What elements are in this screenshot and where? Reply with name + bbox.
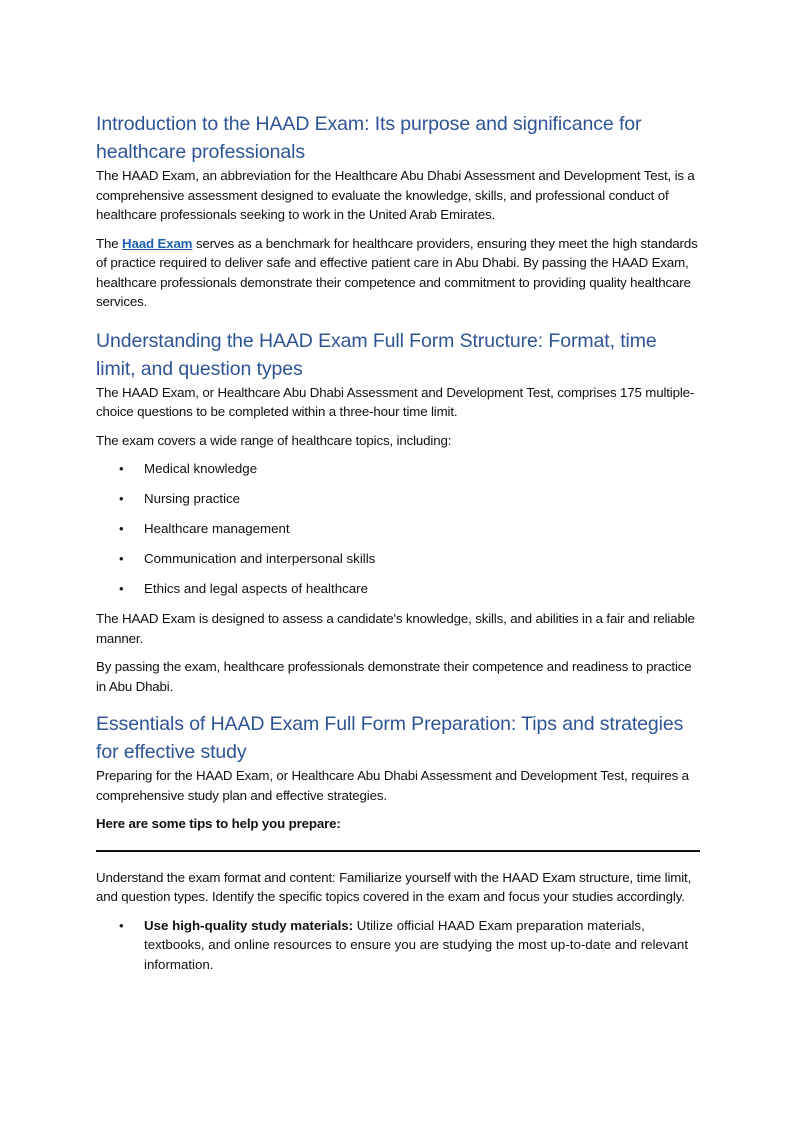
haad-exam-link[interactable]: Haad Exam [122,235,193,251]
list-item: • Nursing practice [96,489,700,509]
horizontal-divider [96,850,700,852]
list-item: • Communication and interpersonal skills [96,549,700,569]
paragraph: By passing the exam, healthcare professionals demonstrate their competence and readiness to practice in Abu Dhabi. [96,659,692,694]
section-heading: Understanding the HAAD Exam Full Form Structure: Format, time limit, and question types [96,329,657,380]
text: The [96,235,123,251]
paragraph: Understand the exam format and content: Familiarize yourself with the HAAD Exam structure, time limit, and question types. Identify the specific topics covered in the exam and focus your studies accordingly. [96,869,692,904]
paragraph: Preparing for the HAAD Exam, or Healthcare Abu Dhabi Assessment and Development Test, requires a comprehensive study plan and effective strategies. [96,768,689,803]
section-structure [96,327,700,697]
list-item [96,916,700,975]
tip-text: Utilize official HAAD Exam preparation materials, textbooks, and online resources to ensure you are studying the most up-to-date and relevant information. [144,917,689,972]
document-page [96,110,700,985]
paragraph: The exam covers a wide range of healthcare topics, including: [96,432,452,448]
text: serves as a benchmark for healthcare providers, ensuring they meet the high standards of practice required to deliver safe and effective patient care in Abu Dhabi. By passing the HAAD Exam, healthcare professionals demonstrate their competence and commitment to providing quality healthcare services. [96,235,698,309]
list-item: • Ethics and legal aspects of healthcare [96,579,700,599]
section-preparation [96,710,700,974]
paragraph-with-link [96,234,700,312]
list-item: • Medical knowledge [96,459,700,479]
paragraph: The HAAD Exam, an abbreviation for the Healthcare Abu Dhabi Assessment and Development Test, is a comprehensive assessment designed to evaluate the knowledge, skills, and professional conduct of healthcare professionals seeking to work in the United Arab Emirates. [96,168,695,222]
paragraph: The HAAD Exam, or Healthcare Abu Dhabi Assessment and Development Test, comprises 175 multiple-choice questions to be completed within a three-hour time limit. [96,384,695,419]
paragraph: The HAAD Exam is designed to assess a candidate's knowledge, skills, and abilities in a fair and reliable manner. [96,611,695,646]
list-item: • Healthcare management [96,519,700,539]
tips-heading: Here are some tips to help you prepare: [96,816,341,831]
tip-label: Use high-quality study materials: [144,917,354,933]
section-heading: Essentials of HAAD Exam Full Form Preparation: Tips and strategies for effective study [96,713,684,763]
tips-list [96,916,700,975]
topics-list [96,459,700,599]
section-introduction [96,110,700,312]
section-heading: Introduction to the HAAD Exam: Its purpose and significance for healthcare professionals [96,113,642,163]
